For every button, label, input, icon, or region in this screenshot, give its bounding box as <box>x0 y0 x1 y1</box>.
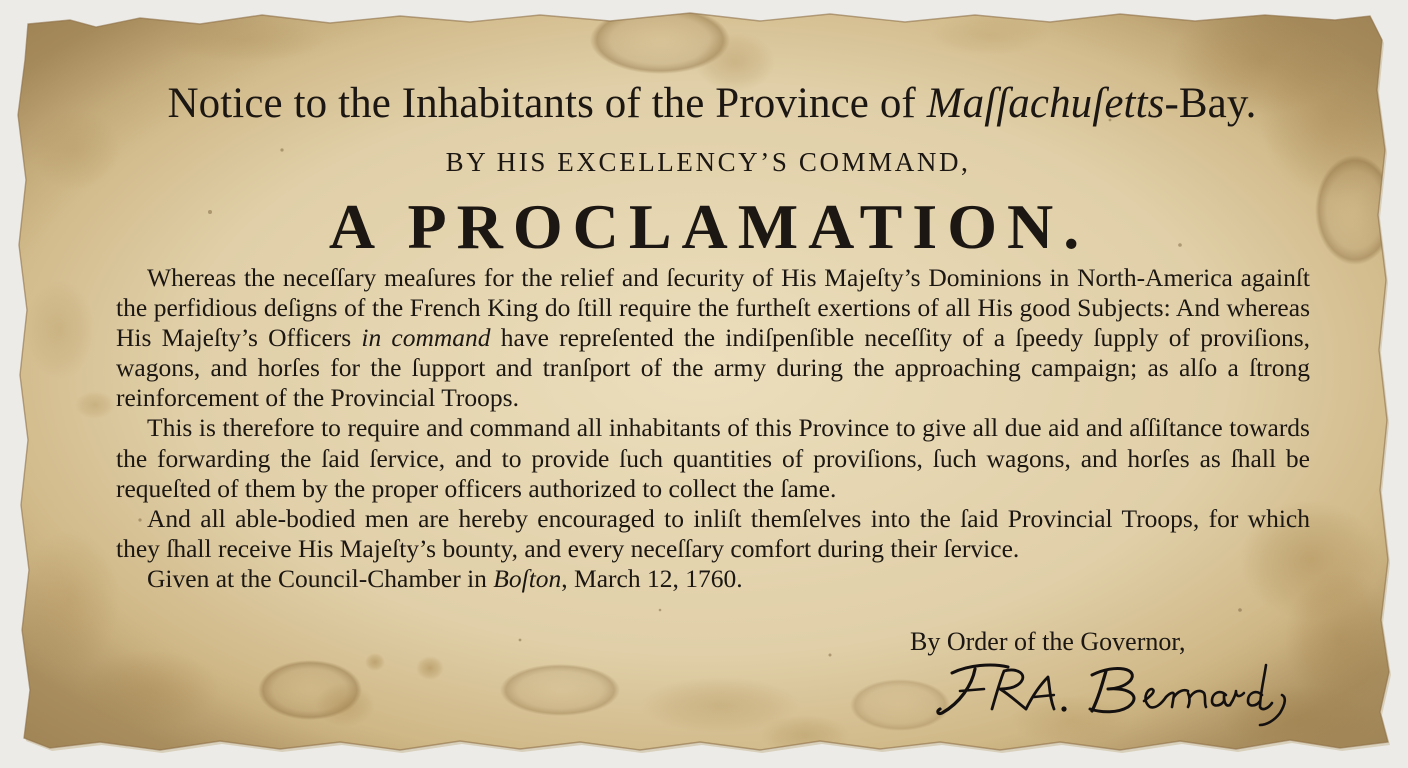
paragraph-1-text-a: Whereas the neceſſary meaſures for the relief and ſecurity of His Majeſty’s Dominions in North-America againſt the perfidious deſigns of the French King do ſtill require the furtheſt exertions of all His good Subjects: And whereas His Majeſty’s Officers <box>116 263 1310 353</box>
dateline-prefix: Given at the Council-Chamber in <box>147 563 494 593</box>
paragraph-require: This is therefore to require and command all inhabitants of this Province to give all due aid and aſſiſtance towards the forwarding the ſaid ſervice, and to provide ſuch quantities of proviſions, ſuch wagons, and horſes as ſhall be requeſted of them by the proper officers authorized to collect the ſame. <box>116 413 1310 503</box>
notice-title <box>0 78 1408 130</box>
paragraph-1-emphasis: in command <box>361 323 491 353</box>
proclamation-body <box>116 263 1310 594</box>
dateline-suffix: , March 12, 1760. <box>561 563 743 593</box>
paragraph-1-text-b: have repreſented the indiſpenſible neceſſity of a ſpeedy ſupply of proviſions, wagons, and horſes for the ſupport and tranſport of the army during the approaching campaign; as alſo a ſtrong reinforcement of the Provincial Troops. <box>116 323 1311 413</box>
paragraph-whereas <box>116 263 1310 413</box>
dateline-place: Boſton <box>493 563 562 593</box>
dateline <box>116 564 1310 594</box>
governor-order-line: By Order of the Governor, <box>910 627 1186 656</box>
title-suffix: -Bay. <box>1164 80 1257 127</box>
proclamation-heading: A PROCLAMATION. <box>328 191 1090 262</box>
title-prefix: Notice to the Inhabitants of the Province of <box>167 80 927 127</box>
command-subtitle: BY HIS EXCELLENCY’S COMMAND, <box>445 147 971 177</box>
paragraph-enlist: And all able-bodied men are hereby encouraged to inliſt themſelves into the ſaid Provincial Troops, for which they ſhall receive His Majeſty’s bounty, and every neceſſary comfort during their ſervice. <box>116 503 1310 563</box>
title-place: Maſſachuſetts <box>926 80 1165 127</box>
governor-signature <box>930 655 1310 727</box>
